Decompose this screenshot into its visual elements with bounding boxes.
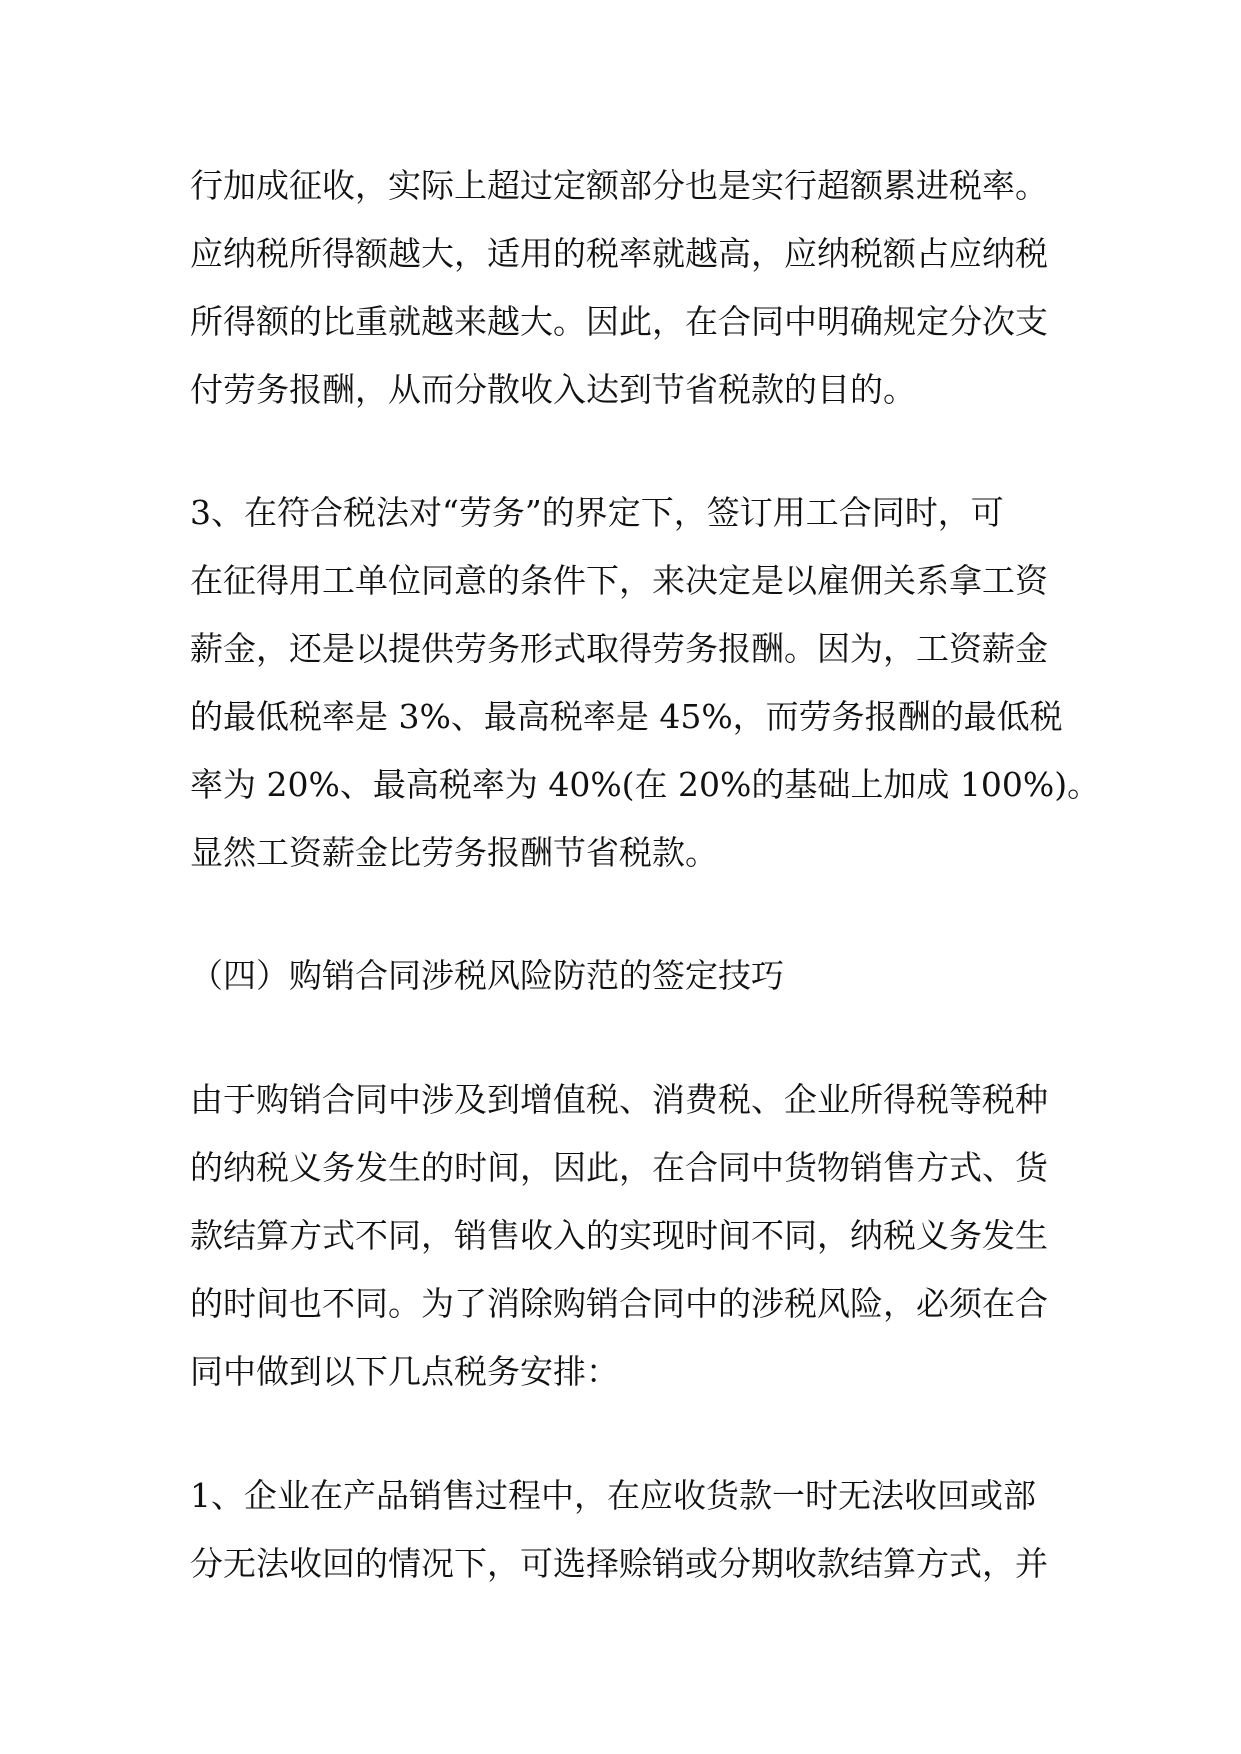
text-line: 同中做到以下几点税务安排： xyxy=(190,1352,619,1391)
text-line: 的最低税率是 3%、最高税率是 45%，而劳务报酬的最低税 xyxy=(190,697,1063,736)
text-line: 由于购销合同中涉及到增值税、消费税、企业所得税等税种 xyxy=(190,1080,1048,1119)
section-heading-text: （四）购销合同涉税风险防范的签定技巧 xyxy=(190,956,784,995)
text-line: 的时间也不同。为了消除购销合同中的涉税风险，必须在合 xyxy=(190,1284,1048,1323)
text-line: 在征得用工单位同意的条件下，来决定是以雇佣关系拿工资 xyxy=(190,561,1048,600)
text-line: 1、企业在产品销售过程中，在应收货款一时无法收回或部 xyxy=(190,1476,1036,1515)
text-line: 应纳税所得额越大，适用的税率就越高，应纳税额占应纳税 xyxy=(190,234,1048,273)
text-line: 分无法收回的情况下，可选择赊销或分期收款结算方式，并 xyxy=(190,1544,1048,1583)
text-line: 薪金，还是以提供劳务形式取得劳务报酬。因为，工资薪金 xyxy=(190,629,1048,668)
text-line: 付劳务报酬，从而分散收入达到节省税款的目的。 xyxy=(190,370,916,409)
text-line: 率为 20%、最高税率为 40%(在 20%的基础上加成 100%)。 xyxy=(190,765,1101,804)
text-line: 行加成征收，实际上超过定额部分也是实行超额累进税率。 xyxy=(190,166,1048,205)
text-line: 的纳税义务发生的时间，因此，在合同中货物销售方式、货 xyxy=(190,1148,1048,1187)
text-line: 所得额的比重就越来越大。因此，在合同中明确规定分次支 xyxy=(190,302,1048,341)
text-line: 显然工资薪金比劳务报酬节省税款。 xyxy=(190,833,718,872)
text-line: 款结算方式不同，销售收入的实现时间不同，纳税义务发生 xyxy=(190,1216,1048,1255)
text-line: 3、在符合税法对“劳务”的界定下，签订用工合同时，可 xyxy=(190,493,1004,532)
